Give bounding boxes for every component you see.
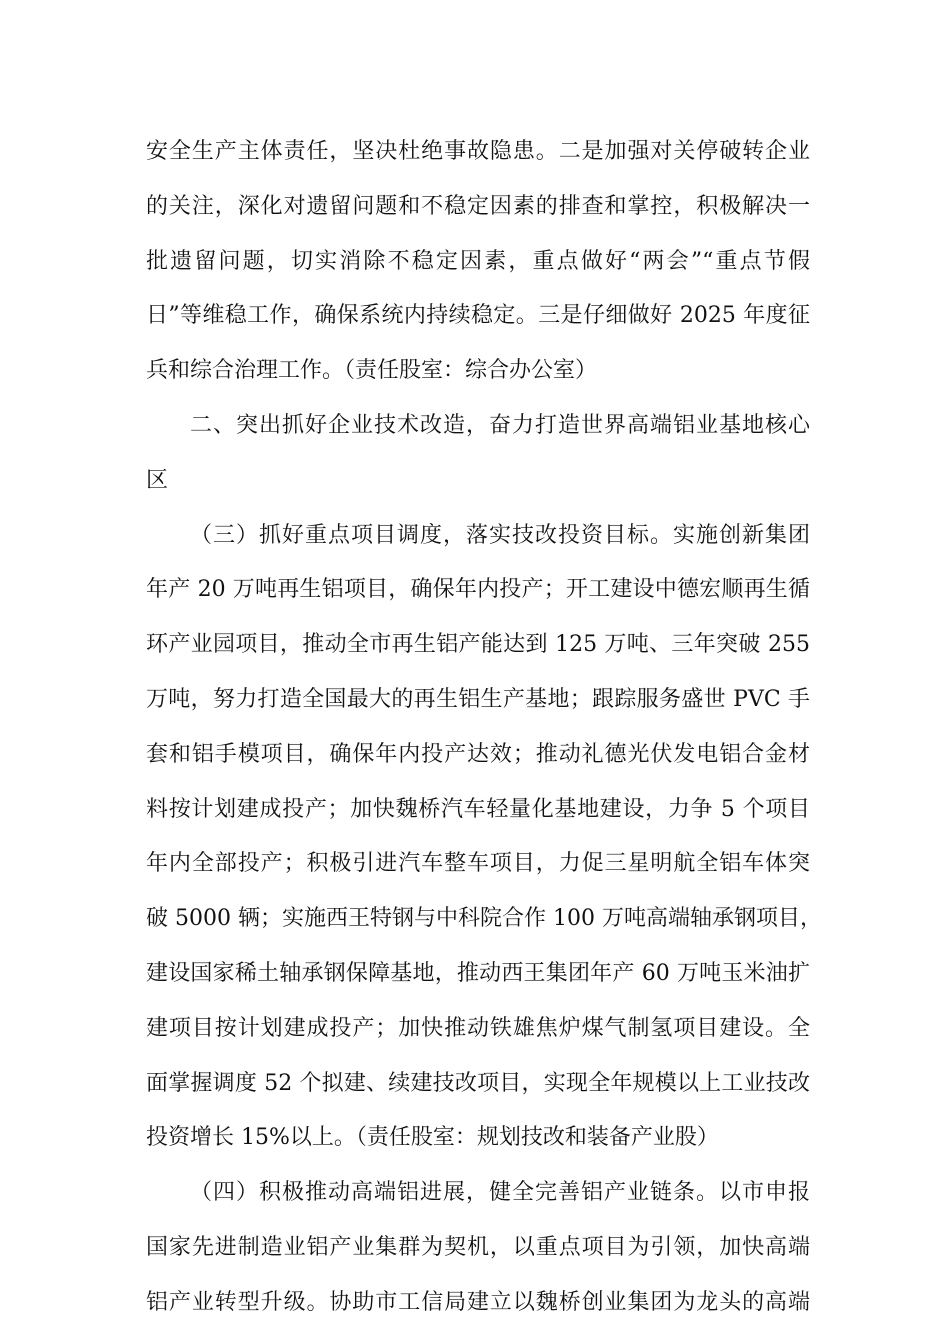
text-line: 铝产业转型升级。协助市工信局建立以魏桥创业集团为龙头的高端 <box>146 1289 810 1315</box>
text-line: 料按计划建成投产；加快魏桥汽车轻量化基地建设，力争 5 个项目 <box>146 796 810 822</box>
text-line: 的关注，深化对遗留问题和不稳定因素的排查和掌控，积极解决一 <box>146 193 810 219</box>
text-line: 投资增长 15%以上。（责任股室：规划技改和装备产业股） <box>146 1125 719 1151</box>
section-heading-line: 区 <box>146 467 169 493</box>
subsection-heading-line: （四）积极推动高端铝进展，健全完善铝产业链条。以市申报 <box>190 1180 810 1206</box>
text-line: 建设国家稀土轴承钢保障基地，推动西王集团年产 60 万吨玉米油扩 <box>146 960 810 986</box>
text-line: 环产业园项目，推动全市再生铝产能达到 125 万吨、三年突破 255 <box>146 632 810 658</box>
document-body <box>146 125 822 1331</box>
text-line: 国家先进制造业铝产业集群为契机，以重点项目为引领，加快高端 <box>146 1234 810 1260</box>
section-heading-line: 二、突出抓好企业技术改造，奋力打造世界高端铝业基地核心 <box>190 412 810 438</box>
text-line: 万吨，努力打造全国最大的再生铝生产基地；跟踪服务盛世 PVC 手 <box>146 686 810 712</box>
text-line: 年产 20 万吨再生铝项目，确保年内投产；开工建设中德宏顺再生循 <box>146 577 810 603</box>
text-line: 年内全部投产；积极引进汽车整车项目，力促三星明航全铝车体突 <box>146 851 810 877</box>
text-line: 套和铝手模项目，确保年内投产达效；推动礼德光伏发电铝合金材 <box>146 741 810 767</box>
text-line: 破 5000 辆；实施西王特钢与中科院合作 100 万吨高端轴承钢项目， <box>146 906 822 932</box>
text-line: 批遗留问题，切实消除不稳定因素，重点做好“两会”“重点节假 <box>146 248 810 274</box>
text-line: 安全生产主体责任，坚决杜绝事故隐患。二是加强对关停破转企业 <box>146 139 810 164</box>
text-line: 日”等维稳工作，确保系统内持续稳定。三是仔细做好 2025 年度征 <box>146 303 810 329</box>
subsection-heading-line: （三）抓好重点项目调度，落实技改投资目标。实施创新集团 <box>190 522 810 548</box>
text-line: 兵和综合治理工作。（责任股室：综合办公室） <box>146 358 598 384</box>
text-line: 面掌握调度 52 个拟建、续建技改项目，实现全年规模以上工业技改 <box>146 1070 810 1096</box>
text-line: 建项目按计划建成投产；加快推动铁雄焦炉煤气制氢项目建设。全 <box>146 1015 810 1041</box>
